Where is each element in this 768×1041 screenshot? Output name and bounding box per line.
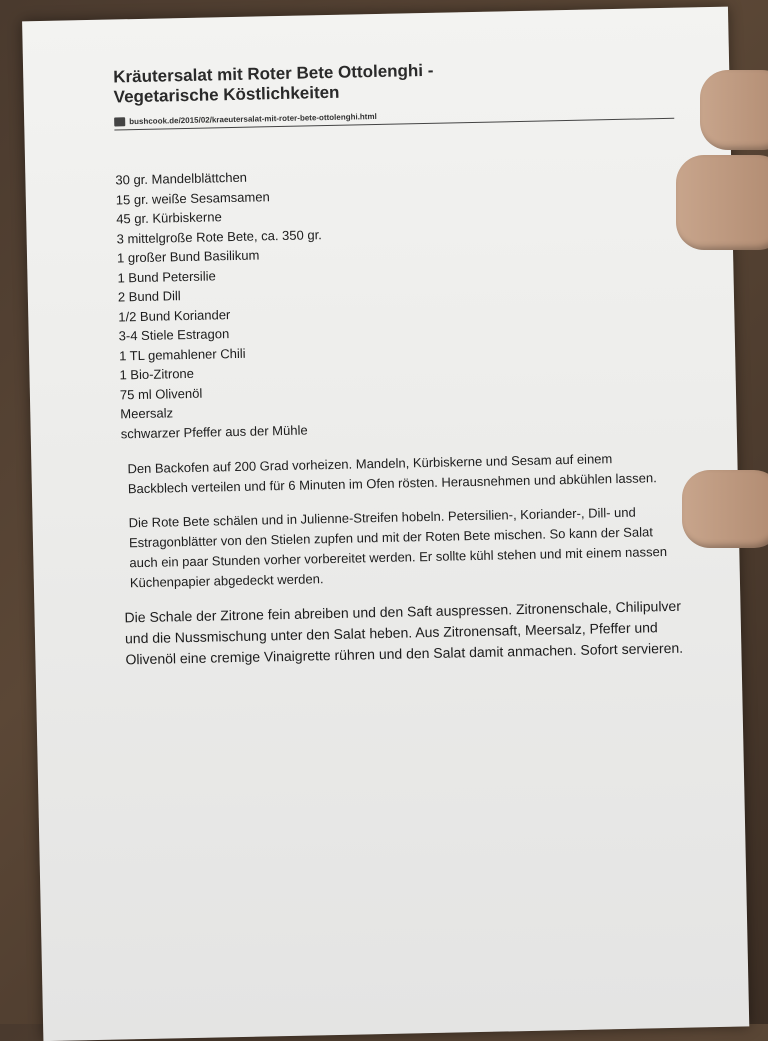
ingredient-item: Meersalz	[120, 405, 174, 422]
ingredient-item: 15 gr. weiße Sesamsamen	[115, 188, 270, 207]
ingredient-item: schwarzer Pfeffer aus der Mühle	[120, 422, 308, 441]
finger-lower	[682, 470, 768, 548]
ingredient-item: 3 mittelgroße Rote Bete, ca. 350 gr.	[116, 226, 322, 246]
page-content	[113, 56, 686, 685]
ingredient-item: 1 TL gemahlener Chili	[118, 345, 246, 363]
ingredient-item: 2 Bund Dill	[117, 288, 181, 305]
ingredient-item: 1/2 Bund Koriander	[118, 306, 231, 324]
ingredient-item: 45 gr. Kürbiskerne	[116, 209, 222, 227]
recipe-title	[113, 56, 674, 108]
ingredient-item: 30 gr. Mandelblättchen	[115, 169, 248, 188]
preparation-steps	[121, 448, 685, 671]
ingredient-list	[115, 159, 681, 444]
title-line-1: Kräutersalat mit Roter Bete Ottolenghi -	[113, 60, 434, 87]
ingredient-item: 1 Bund Petersilie	[117, 267, 216, 285]
ingredient-item: 1 großer Bund Basilikum	[116, 247, 260, 266]
title-line-2: Vegetarische Köstlichkeiten	[113, 82, 340, 107]
step-paragraph-1: Den Backofen auf 200 Grad vorheizen. Mandeln, Kürbiskerne und Sesam auf einem Backblech verteilen und für 6 Minuten im Ofen rösten. Herausnehmen und abkühlen lassen.	[127, 451, 657, 497]
printed-recipe-sheet	[22, 7, 749, 1041]
source-url: bushcook.de/2015/02/kraeutersalat-mit-roter-bete-ottolenghi.html	[129, 111, 377, 127]
ingredient-item: 75 ml Olivenöl	[119, 385, 203, 402]
step-paragraph-2: Die Rote Bete schälen und in Julienne-Streifen hobeln. Petersilien-, Koriander-, Dill- und Estragonblätter von den Stielen zupfen und mit der Roten Bete mischen. So kann der Salat auch ein paar Stunden vorher vorbereitet werden. Er sollte kühl stehen und mit einem nassen Küchenpapier abgedeckt werden.	[128, 504, 668, 591]
ingredient-item: 3-4 Stiele Estragon	[118, 326, 230, 344]
source-url-row	[114, 106, 674, 131]
favicon-icon	[114, 117, 125, 126]
ingredient-item: 1 Bio-Zitrone	[119, 365, 195, 383]
step-paragraph-3: Die Schale der Zitrone fein abreiben und den Saft auspressen. Zitronenschale, Chilipulver und die Nussmischung unter den Salat heben. Aus Zitronensaft, Meersalz, Pfeffer und Olivenöl eine cremige Vinaigrette rühren und den Salat damit anmachen. Sofort servieren.	[124, 597, 684, 668]
thumb-top	[700, 70, 768, 150]
finger-upper	[676, 155, 768, 250]
